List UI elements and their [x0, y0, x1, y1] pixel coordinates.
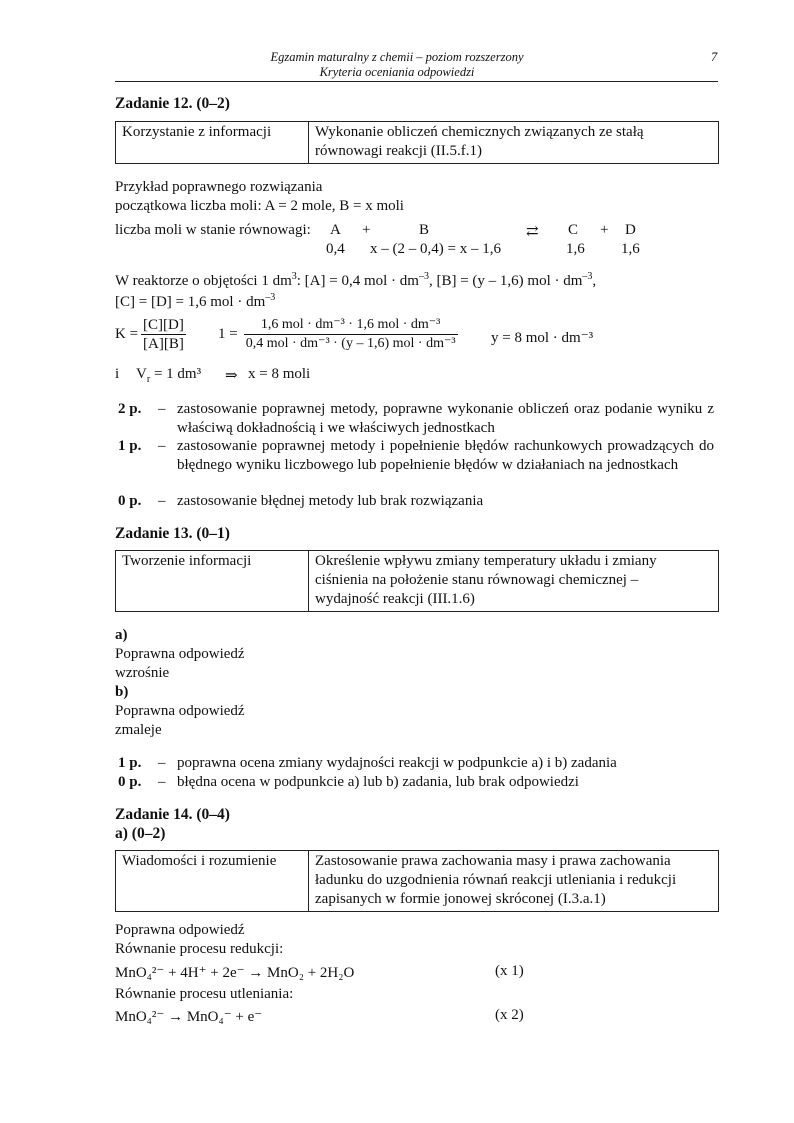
- task12-eq-D: D: [625, 222, 636, 238]
- task12-x-result: x = 8 moli: [248, 366, 311, 382]
- task12-i: i: [115, 366, 120, 382]
- task12-req-desc-line1: Wykonanie obliczeń chemicznych związanych ze stałą: [315, 124, 644, 140]
- task12-concentrations-line1: [115, 273, 596, 290]
- header-title-line1: Egzamin maturalny z chemii – poziom rozszerzony: [270, 50, 524, 64]
- task14-title: Zadanie 14. (0–4): [115, 806, 230, 823]
- task12-eq-arrow: ⇄: [526, 224, 539, 240]
- task12-initial-moles: początkowa liczba moli: A = 2 mole, B = x moli: [115, 198, 404, 214]
- vr-letter: V: [136, 366, 147, 382]
- task14-req-desc: [309, 851, 719, 912]
- score-points: 1 p.: [118, 438, 142, 454]
- task12-val-D: 1,6: [621, 241, 640, 257]
- score-points: 2 p.: [118, 401, 142, 417]
- task12-conc-reactor: W reaktorze o objętości 1 dm: [115, 273, 292, 289]
- score-dash: –: [158, 755, 166, 771]
- task12-score-row: [118, 437, 166, 456]
- task12-equilibrium-label: liczba moli w stanie równowagi:: [115, 222, 311, 238]
- task13-a-label: a): [115, 627, 128, 643]
- task13-req-desc-line1: Określenie wpływu zmiany temperatury układu i zmiany: [315, 553, 657, 569]
- exp: 3: [291, 271, 297, 282]
- task12-conc-B: , [B] = (y – 1,6) mol · dm: [428, 273, 583, 289]
- task12-eq-C: C: [568, 222, 579, 238]
- task12-score-desc: zastosowanie poprawnej metody i popełnienie błędów rachunkowych prowadzących do błędnego wyniku liczbowego lub popełnienie błędów w działaniach na jednostkach: [177, 438, 714, 473]
- task14-requirements-table: [115, 850, 719, 912]
- task13-b-label: b): [115, 684, 129, 700]
- task14-oxidation-multiplier: (x 2): [495, 1007, 524, 1023]
- vr-value: = 1 dm³: [150, 366, 202, 382]
- task14-oxidation-title: Równanie procesu utleniania:: [115, 986, 294, 1002]
- score-points: 0 p.: [118, 493, 142, 509]
- task14-oxidation-equation: MnO₄²⁻ → MnO₄⁻ + e⁻: [115, 1009, 263, 1025]
- score-dash: –: [158, 774, 166, 790]
- task12-k-expression: [115, 316, 186, 353]
- task12-eq-B: B: [419, 222, 430, 238]
- score-dash: –: [158, 493, 166, 509]
- vr-subscript: r: [146, 374, 151, 385]
- task12-val-A: 0,4: [326, 241, 345, 257]
- task12-req-desc: [309, 122, 719, 164]
- comma: ,: [592, 273, 597, 289]
- task14-reduction-multiplier: (x 1): [495, 963, 524, 979]
- task14-req-desc-line1: Zastosowanie prawa zachowania masy i prawa zachowania: [315, 853, 671, 869]
- task12-eq-plus2: +: [600, 222, 609, 238]
- k-label: K =: [115, 326, 139, 342]
- task12-example-title: Przykład poprawnego rozwiązania: [115, 179, 323, 195]
- task12-conc-CD: [C] = [D] = 1,6 mol · dm: [115, 294, 266, 310]
- task13-req-desc: [309, 551, 719, 612]
- one-equals: 1 =: [218, 326, 238, 342]
- task12-score-row: [118, 400, 166, 419]
- calc-denominator: 0,4 mol · dm⁻³ · (y – 1,6) mol · dm⁻³: [245, 336, 456, 351]
- task12-requirements-table: [115, 121, 719, 164]
- score-dash: –: [158, 438, 166, 454]
- task13-b-title: Poprawna odpowiedź: [115, 703, 245, 719]
- task13-a-answer: wzrośnie: [115, 665, 170, 681]
- exp: –3: [265, 292, 276, 303]
- task12-req-desc-line2: równowagi reakcji (II.5.f.1): [315, 143, 483, 159]
- task12-req-area: Korzystanie z informacji: [116, 122, 309, 164]
- header-rule: [115, 81, 718, 82]
- task12-score-row: [118, 492, 166, 511]
- task12-conc-A: : [A] = 0,4 mol · dm: [296, 273, 419, 289]
- task13-requirements-table: [115, 550, 719, 612]
- calc-fraction: [244, 316, 458, 353]
- k-fraction: [141, 316, 186, 353]
- task12-vr: [136, 366, 201, 383]
- task12-y-result: y = 8 mol · dm⁻³: [491, 330, 594, 346]
- k-numerator: [C][D]: [143, 317, 184, 333]
- calc-numerator: 1,6 mol · dm⁻³ · 1,6 mol · dm⁻³: [244, 316, 458, 335]
- score-dash: –: [158, 401, 166, 417]
- task13-score-row: [118, 754, 166, 773]
- page-number: 7: [711, 50, 718, 64]
- score-points: 0 p.: [118, 774, 142, 790]
- task12-val-C: 1,6: [566, 241, 585, 257]
- exp: –3: [418, 271, 429, 282]
- task12-val-B: x – (2 – 0,4) = x – 1,6: [370, 241, 501, 257]
- task12-concentrations-line2: [115, 294, 275, 311]
- task12-title: Zadanie 12. (0–2): [115, 95, 230, 112]
- task13-score-row: [118, 773, 166, 792]
- task14-reduction-title: Równanie procesu redukcji:: [115, 941, 284, 957]
- task12-eq-plus1: +: [362, 222, 371, 238]
- task13-req-desc-line3: wydajność reakcji (III.1.6): [315, 591, 475, 607]
- task12-eq-A: A: [330, 222, 341, 238]
- task13-score-desc: błędna ocena w podpunkcie a) lub b) zadania, lub brak odpowiedzi: [177, 774, 579, 790]
- task12-score-desc: zastosowanie błędnej metody lub brak rozwiązania: [177, 493, 484, 509]
- header-title-line2: Kryteria oceniania odpowiedzi: [319, 65, 475, 79]
- task14-reduction-equation: MnO₄²⁻ + 4H⁺ + 2e⁻ → MnO₂ + 2H₂O: [115, 965, 355, 981]
- task13-b-answer: zmaleje: [115, 722, 162, 738]
- task14-req-desc-line3: zapisanych w formie jonowej skróconej (I.3.a.1): [315, 891, 606, 907]
- task13-title: Zadanie 13. (0–1): [115, 525, 230, 542]
- task14-subtitle: a) (0–2): [115, 825, 166, 842]
- task12-calc-expression: [218, 316, 458, 353]
- exp: –3: [582, 271, 593, 282]
- k-denominator: [A][B]: [143, 336, 184, 352]
- task14-req-desc-line2: ładunku do uzgodnienia równań reakcji utleniania i redukcji: [315, 872, 677, 888]
- task12-implies: ⇒: [225, 368, 238, 384]
- task13-a-title: Poprawna odpowiedź: [115, 646, 245, 662]
- score-points: 1 p.: [118, 755, 142, 771]
- task14-req-area: Wiadomości i rozumienie: [116, 851, 309, 912]
- task13-req-area: Tworzenie informacji: [116, 551, 309, 612]
- task14-answer-title: Poprawna odpowiedź: [115, 922, 245, 938]
- task12-score-desc: zastosowanie poprawnej metody, poprawne wykonanie obliczeń oraz podanie wyniku z właściwą dokładnością i we właściwych jednostkach: [177, 401, 714, 436]
- task13-req-desc-line2: ciśnienia na położenie stanu równowagi chemicznej –: [315, 572, 639, 588]
- task13-score-desc: poprawna ocena zmiany wydajności reakcji w podpunkcie a) i b) zadania: [177, 755, 617, 771]
